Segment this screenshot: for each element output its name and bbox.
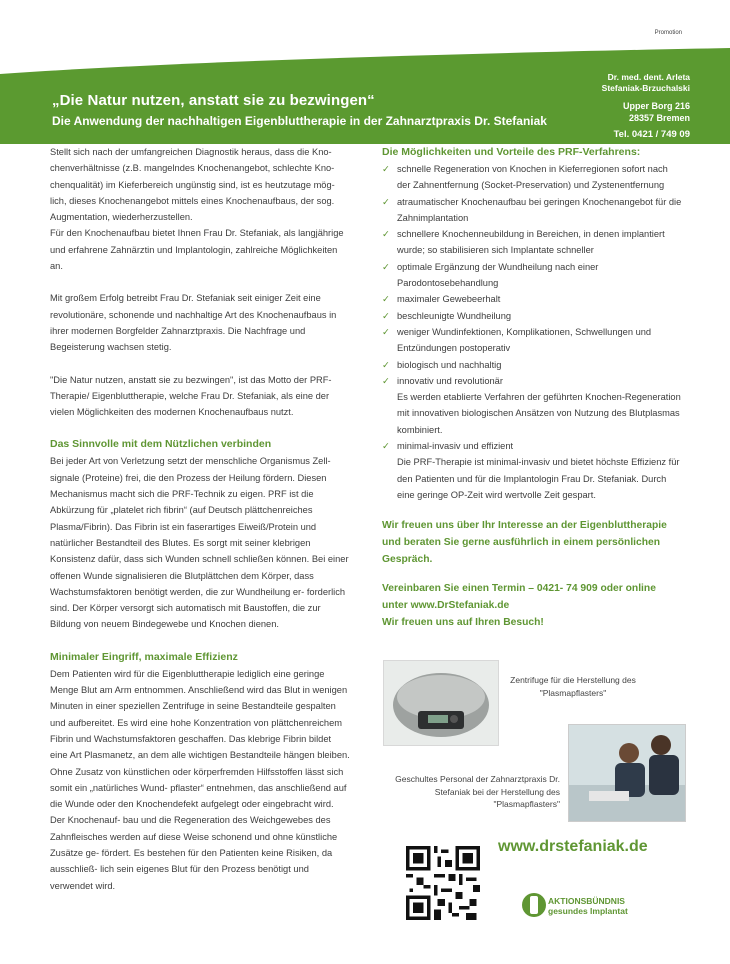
contact-block xyxy=(560,72,690,140)
contact-name-line2: Stefaniak-Brzuchalski xyxy=(601,83,690,93)
caption-centrifuge: Zentrifuge für die Herstellung des "Plasmapflasters" xyxy=(510,675,636,698)
paragraph-motto: "Die Natur nutzen, anstatt sie zu bezwingen", ist das Motto der PRF-Therapie/ Eigenbluttherapie, welche Frau Dr. Stefaniak, als eine der vielen Möglichkeiten des modernen Knochenaufbaus nutzt. xyxy=(50,374,332,418)
cta-interest: Wir freuen uns über Ihr Interesse an der Eigenbluttherapie und beraten Sie gerne ausführlich in einem persönlichen Gespräch. xyxy=(382,520,667,566)
item-detail: Die PRF-Therapie ist minimal-invasiv und bietet höchste Effizienz für den Patienten und für die Implantologin Frau Dr. Stefaniak. Durch eine geringe OP-Zeit wird wertvolle Zeit gespart. xyxy=(397,457,680,500)
promotion-label: Promotion xyxy=(654,30,682,36)
cta-appointment xyxy=(382,580,682,631)
list-item: ✓ schnellere Knochenneubildung in Bereichen, in denen implantiert wurde; so stabilisieren sich Implantate schneller xyxy=(382,226,682,259)
check-icon: ✓ xyxy=(382,294,390,305)
logo-text xyxy=(548,896,628,916)
list-item: ✓ weniger Wundinfektionen, Komplikationen, Schwellungen und Entzündungen postoperativ xyxy=(382,324,682,357)
qr-code[interactable] xyxy=(406,846,480,920)
right-column xyxy=(382,144,682,631)
check-icon: ✓ xyxy=(382,261,390,272)
cta-website-link[interactable]: unter www.DrStefaniak.de xyxy=(382,600,510,612)
paragraph-prf-explanation: Bei jeder Art von Verletzung setzt der menschliche Organismus Zell- signale (Proteine) frei, die den Prozess der Heilung fördern. Diesen Mechanismus macht sich die PRF-Technik zu eigen. PRF ist die Abkürzung für „platelet rich fibrin“ (auf Deutsch plättchenreiches Plasma/Fibrin). Das Fibrin ist ein faserartiges Eiweiß/Protein und natürlicher Bestandteil des Blutes. Es sorgt mit seiner klebrigen Konsistenz dafür, dass sich Wunden schnell schließen können. Bei einer offenen Wunde signalisieren die Blutplättchen dem Körper, dass Wachstumsfaktoren benötigt werden, die zur Wundheilung er- forderlich sind. Der Körper versorgt sich automatisch mit Baustoffen, die zur Bildung von neuem Bindegewebe und Knochen dienen. xyxy=(50,456,349,630)
intro-text-1: Stellt sich nach der umfangreichen Diagnostik heraus, dass die Kno- chenverhältnisse (z.B. mangelndes Knochenangebot, schlechte Kno- chenqualität) im Kieferbereich ungünstig sind, ist es heutzutage mög- lich, dieses Knochenangebot mittels eines Knochenaufbaus, der sog. Augmentation, wiederherzustellen. xyxy=(50,147,335,223)
list-item: ✓ biologisch und nachhaltig xyxy=(382,357,682,373)
logo-line2: gesundes Implantat xyxy=(548,906,628,916)
paragraph-success: Mit großem Erfolg betreibt Frau Dr. Stefaniak seit einiger Zeit eine revolutionäre, schonende und nachhaltige Art des Knochenaufbaus in ihrer modernen Borgfelder Zahnarztpraxis. Die Nachfrage und Begeisterung wachsen stetig. xyxy=(50,293,337,353)
cta-appointment-line1: Vereinbaren Sie einen Termin – 0421- 74 909 oder online xyxy=(382,583,656,595)
paragraph-procedure: Dem Patienten wird für die Eigenbluttherapie lediglich eine geringe Menge Blut am Arm entnommen. Anschließend wird das Blut in wenigen Minuten in einer speziellen Zentrifuge in seine Bestandteile gespalten und aufbereitet. Es wird eine hohe Konzentration von plättchenreichem Fibrin und Wachstumsfaktoren geschaffen. Das klebrige Fibrin bildet eine Art Plasmanetz, an dem alle wichtigen Bestandteile hängen bleiben. Ohne Zusatz von künstlichen oder körperfremden Hilfsstoffen lässt sich somit ein „natürliches Wund- pflaster“ entnehmen, das anschließend auf die Wunde oder den Knochendefekt aufgelegt oder eingebracht wird. Der Knochenauf- bau und die Regeneration des Weichgewebes des Zahnfleisches werden auf diese Weise schonend und ohne künstliche Zusätze ge- fördert. Es bestehen für den Patienten keine Risiken, da ausschließ- lich sein eigenes Blut für den Prozess benötigt und verwendet wird. xyxy=(50,668,350,891)
intro-paragraph xyxy=(50,144,350,274)
contact-phone: Tel. 0421 / 749 09 xyxy=(613,129,690,140)
benefits-list xyxy=(382,161,682,503)
section-heading-sinnvoll: Das Sinnvolle mit dem Nützlichen verbinden xyxy=(50,438,272,451)
page-title: „Die Natur nutzen, anstatt sie zu bezwingen“ xyxy=(52,92,375,109)
caption-staff: Geschultes Personal der Zahnarztpraxis Dr. Stefaniak bei der Herstellung des "Plasmapflasters" xyxy=(395,774,560,809)
staff-photo xyxy=(568,724,686,822)
list-item: ✓ innovativ und revolutionär Es werden etablierte Verfahren der geführten Knochen-Regeneration mit innovativen biologischen Ansätzen von Nutzung des Blutplasmas kombiniert. xyxy=(382,373,682,438)
intro-text-2: Für den Knochenaufbau bietet Ihnen Frau Dr. Stefaniak, als langjährige und erfahrene Zahnärztin und Implantologin, zahlreiche Möglichkeiten an. xyxy=(50,228,344,272)
section-heading-eingriff: Minimaler Eingriff, maximale Effizienz xyxy=(50,650,238,663)
list-item: ✓ schnelle Regeneration von Knochen in Kieferregionen sofort nach der Zahnentfernung (Socket-Preservation) und Zystenentfernung xyxy=(382,161,682,194)
check-icon: ✓ xyxy=(382,310,390,321)
page-subtitle: Die Anwendung der nachhaltigen Eigenbluttherapie in der Zahnarztpraxis Dr. Stefaniak xyxy=(52,114,547,128)
list-item: ✓ minimal-invasiv und effizient Die PRF-Therapie ist minimal-invasiv und bietet höchste Effizienz für den Patienten und für die Implantologin Frau Dr. Stefaniak. Durch eine geringe OP-Zeit wird wertvolle Zeit gespart. xyxy=(382,438,682,503)
list-item: ✓ maximaler Gewebeerhalt xyxy=(382,291,682,307)
left-column xyxy=(50,144,350,910)
check-icon: ✓ xyxy=(382,359,390,370)
check-icon: ✓ xyxy=(382,326,390,337)
contact-name-line1: Dr. med. dent. Arleta xyxy=(607,72,690,82)
benefits-heading: Die Möglichkeiten und Vorteile des PRF-Verfahrens: xyxy=(382,146,641,158)
staff-image xyxy=(569,725,685,821)
list-item: ✓ beschleunigte Wundheilung xyxy=(382,308,682,324)
contact-street: Upper Borg 216 xyxy=(622,101,690,111)
item-detail: Es werden etablierte Verfahren der geführten Knochen-Regeneration mit innovativen biologischen Ansätzen von Nutzung des Blutplasmas kombiniert. xyxy=(397,392,681,435)
list-item: ✓ optimale Ergänzung der Wundheilung nach einer Parodontosebehandlung xyxy=(382,259,682,292)
centrifuge-image xyxy=(384,661,498,745)
cta-appointment-line3: Wir freuen uns auf Ihren Besuch! xyxy=(382,617,544,629)
check-icon: ✓ xyxy=(382,375,390,386)
check-icon: ✓ xyxy=(382,441,390,452)
list-item: ✓ atraumatischer Knochenaufbau bei geringen Knochenangebot für die Zahnimplantation xyxy=(382,194,682,227)
check-icon: ✓ xyxy=(382,164,390,174)
logo-line1: AKTIONSBÜNDNIS xyxy=(548,896,625,906)
qr-code-image xyxy=(406,846,480,920)
contact-city: 28357 Bremen xyxy=(628,113,690,123)
website-url[interactable]: www.drstefaniak.de xyxy=(498,838,648,855)
check-icon: ✓ xyxy=(382,196,390,207)
centrifuge-photo xyxy=(383,660,499,746)
check-icon: ✓ xyxy=(382,229,390,240)
